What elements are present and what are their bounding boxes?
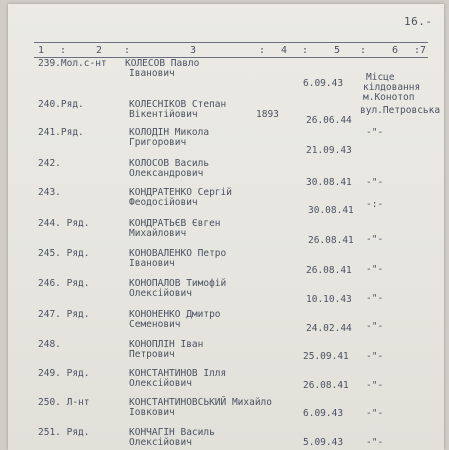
entry-given-name: Олександрович	[129, 168, 204, 179]
list-item	[8, 310, 444, 340]
entry-place-ditto: -"-	[366, 380, 384, 391]
entry-surname: КОНДРАТЕНКО Сергій	[129, 187, 232, 198]
entry-given-name: Олексійович	[129, 437, 192, 448]
entry-number-rank: 241.Ряд.	[38, 127, 84, 138]
entry-surname: КОНСТАНТИНОВ Ілля	[129, 368, 227, 379]
entry-place-line: вул.Петровська	[360, 105, 441, 116]
entry-given-name: Семенович	[129, 319, 181, 330]
entry-date: 26.08.41	[303, 380, 349, 391]
entry-place-line: кілдовання	[363, 82, 421, 93]
entry-given-name: Феодосійович	[129, 197, 198, 208]
entry-number-rank: 246. Ряд.	[38, 278, 90, 289]
entry-surname: КОНОПАЛОВ Тимофій	[129, 278, 227, 289]
list-item	[8, 188, 444, 218]
column-label-1: 1	[38, 45, 45, 56]
entry-date: 26.08.41	[308, 235, 354, 246]
entry-given-name: Вікентійович	[129, 109, 198, 120]
entry-given-name: Петрович	[129, 349, 175, 360]
entry-surname: КОНЧАГІН Василь	[129, 427, 215, 438]
entry-given-name: Іванович	[129, 68, 175, 79]
entry-date: 25.09.41	[303, 351, 349, 362]
entry-date: 26.06.44	[306, 115, 352, 126]
entry-place-ditto: -"-	[366, 293, 384, 304]
entry-place-ditto: -"-	[366, 127, 384, 138]
list-item	[8, 279, 444, 309]
list-item	[8, 340, 444, 370]
entry-number-rank: 247. Ряд.	[38, 309, 90, 320]
column-separator: :	[259, 45, 266, 56]
entry-number-rank: 251. Ряд.	[38, 427, 90, 438]
entry-date: 5.09.43	[303, 437, 344, 448]
entry-date: 6.09.43	[303, 78, 344, 89]
list-item	[8, 128, 444, 158]
column-separator: :	[60, 45, 67, 56]
entry-place-ditto: -"-	[366, 264, 384, 275]
entry-birth-year: 1893	[256, 109, 279, 120]
column-separator: :	[124, 45, 131, 56]
entry-date: 10.10.43	[306, 294, 352, 305]
entry-surname: КОНОНЕНКО Дмитро	[129, 309, 221, 320]
list-item	[8, 249, 444, 279]
entry-place-line: Місце	[366, 72, 395, 83]
list-item	[8, 58, 444, 103]
entry-place-ditto: -"-	[366, 437, 384, 448]
column-label-4: 4	[281, 45, 288, 56]
entry-number-rank: 244. Ряд.	[38, 218, 90, 229]
entry-date: 30.08.41	[308, 205, 354, 216]
entry-number-rank: 249. Ряд.	[38, 368, 90, 379]
entry-number-rank: 240.Ряд.	[38, 99, 84, 110]
list-item	[8, 369, 444, 399]
document-page	[8, 4, 444, 450]
entry-place-ditto: -:-	[366, 199, 384, 210]
list-item	[8, 398, 444, 428]
entry-number-rank: 245. Ряд.	[38, 248, 90, 259]
column-label-3: 3	[190, 45, 197, 56]
column-separator: :	[414, 45, 421, 56]
entry-place-ditto: -"-	[366, 234, 384, 245]
entry-given-name: Олексійович	[129, 288, 192, 299]
entry-surname: КОНОПЛІН Іван	[129, 339, 204, 350]
entry-number-rank: 243.	[38, 187, 61, 198]
column-separator: :	[360, 45, 367, 56]
entry-number-rank: 242.	[38, 158, 61, 169]
entry-place-ditto: -"-	[366, 408, 384, 419]
entry-surname: КОНОВАЛЕНКО Петро	[129, 248, 227, 259]
entry-given-name: Олексійович	[129, 378, 192, 389]
entry-date: 30.08.41	[306, 177, 352, 188]
entry-number-rank: 239.Мол.с-нт	[38, 58, 107, 69]
entry-date: 24.02.44	[306, 323, 352, 334]
entry-surname: КОЛОДІН Микола	[129, 127, 210, 138]
list-item	[8, 428, 444, 450]
column-label-2: 2	[96, 45, 103, 56]
entry-place-ditto: -"-	[366, 351, 384, 362]
list-item	[8, 219, 444, 249]
entry-surname: КОЛЕСОВ Павло	[125, 58, 200, 69]
entry-number-rank: 248.	[38, 339, 61, 350]
entry-surname: КОНСТАНТИНОВСЬКИЙ Михайло	[129, 397, 272, 408]
entry-place-ditto: -"-	[366, 177, 384, 188]
column-separator: :	[302, 45, 309, 56]
sheet-number: 16.-	[404, 15, 433, 28]
column-label-6: 6	[392, 45, 399, 56]
entry-surname: КОЛЕСНІКОВ Степан	[129, 99, 227, 110]
entry-number-rank: 250. Л-нт	[38, 397, 90, 408]
list-item	[8, 100, 444, 130]
list-item	[8, 159, 444, 189]
entries-list	[8, 4, 444, 450]
entry-date: 26.08.41	[306, 265, 352, 276]
entry-surname: КОЛОСОВ Василь	[129, 158, 210, 169]
column-label-5: 5	[334, 45, 341, 56]
entry-given-name: Михайлович	[129, 228, 187, 239]
entry-given-name: Григорович	[129, 137, 187, 148]
entry-date: 6.09.43	[303, 408, 344, 419]
entry-surname: КОНДРАТЬЄВ Євген	[129, 218, 221, 229]
entry-place-ditto: -"-	[366, 321, 384, 332]
column-label-7: 7	[420, 45, 427, 56]
entry-given-name: Іовкович	[129, 407, 175, 418]
entry-place-line: м.Конотоп	[363, 92, 415, 103]
entry-given-name: Іванович	[129, 258, 175, 269]
entry-date: 21.09.43	[306, 145, 352, 156]
